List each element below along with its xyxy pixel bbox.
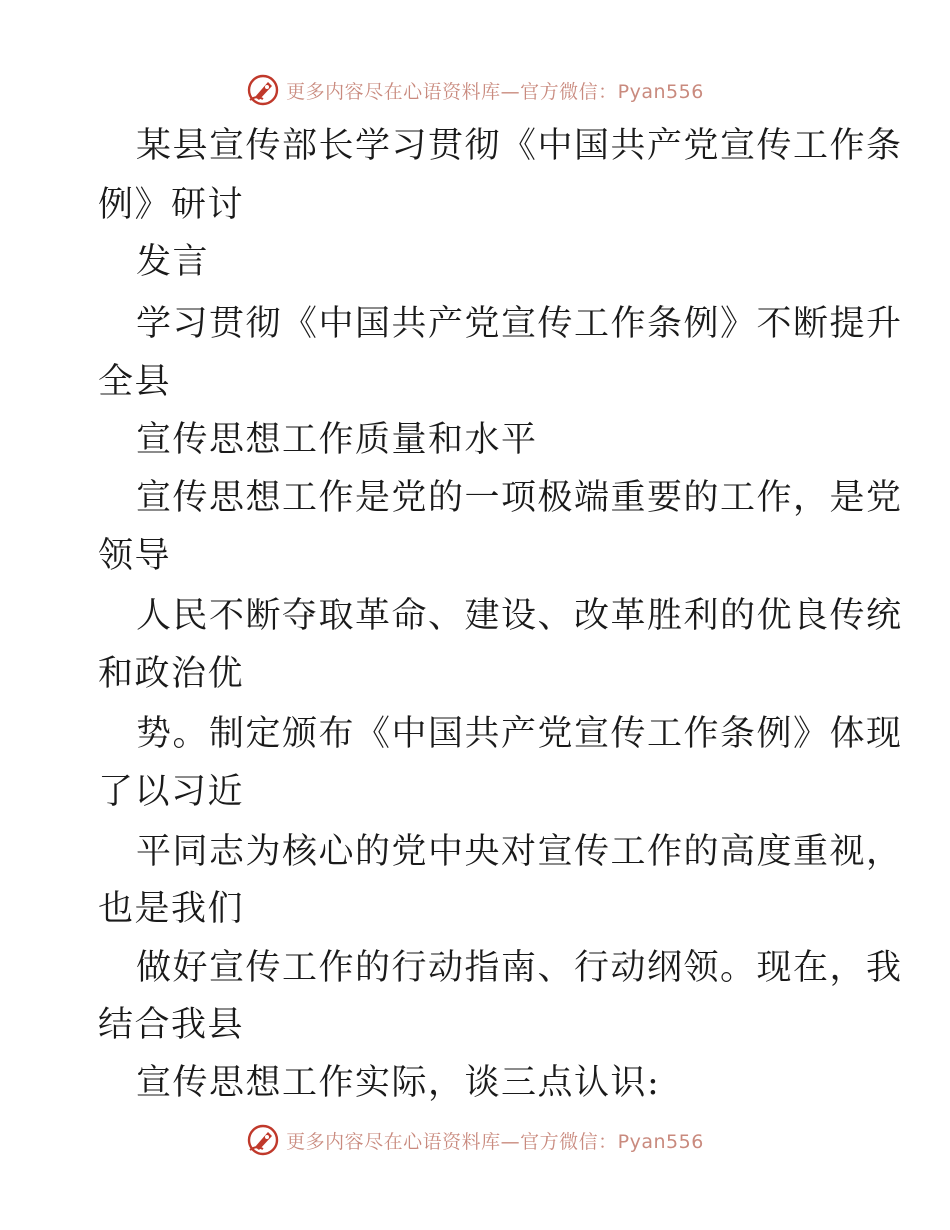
- text-line: 学习贯彻《中国共产党宣传工作条例》不断提升: [136, 304, 903, 344]
- text-line: 结合我县: [98, 1005, 245, 1045]
- text-line: 发言: [136, 242, 210, 282]
- watermark-text: 更多内容尽在心语资料库—官方微信：Pyan556: [286, 80, 704, 103]
- text-line: 宣传思想工作是党的一项极端重要的工作，是党: [136, 478, 903, 518]
- watermark-text: 更多内容尽在心语资料库—官方微信：Pyan556: [286, 1130, 704, 1153]
- text-line: 势。制定颁布《中国共产党宣传工作条例》体现: [136, 714, 903, 754]
- header-watermark: [0, 70, 950, 110]
- footer-watermark: [0, 1120, 950, 1160]
- text-line: 某县宣传部长学习贯彻《中国共产党宣传工作条: [136, 126, 903, 166]
- text-line: 宣传思想工作实际，谈三点认识:: [136, 1063, 661, 1103]
- text-line: 了以习近: [98, 772, 245, 812]
- text-line: 平同志为核心的党中央对宣传工作的高度重视，: [136, 832, 903, 872]
- text-line: 例》研讨: [98, 185, 245, 225]
- text-line: 宣传思想工作质量和水平: [136, 420, 538, 460]
- text-line: 也是我们: [98, 889, 245, 929]
- text-line: 领导: [98, 536, 172, 576]
- pen-nib-logo-icon: [246, 73, 280, 107]
- pen-nib-logo-icon: [246, 1123, 280, 1157]
- text-line: 做好宣传工作的行动指南、行动纲领。现在，我: [136, 948, 903, 988]
- text-line: 全县: [98, 362, 172, 402]
- text-line: 人民不断夺取革命、建设、改革胜利的优良传统: [136, 596, 903, 636]
- text-line: 和政治优: [98, 654, 245, 694]
